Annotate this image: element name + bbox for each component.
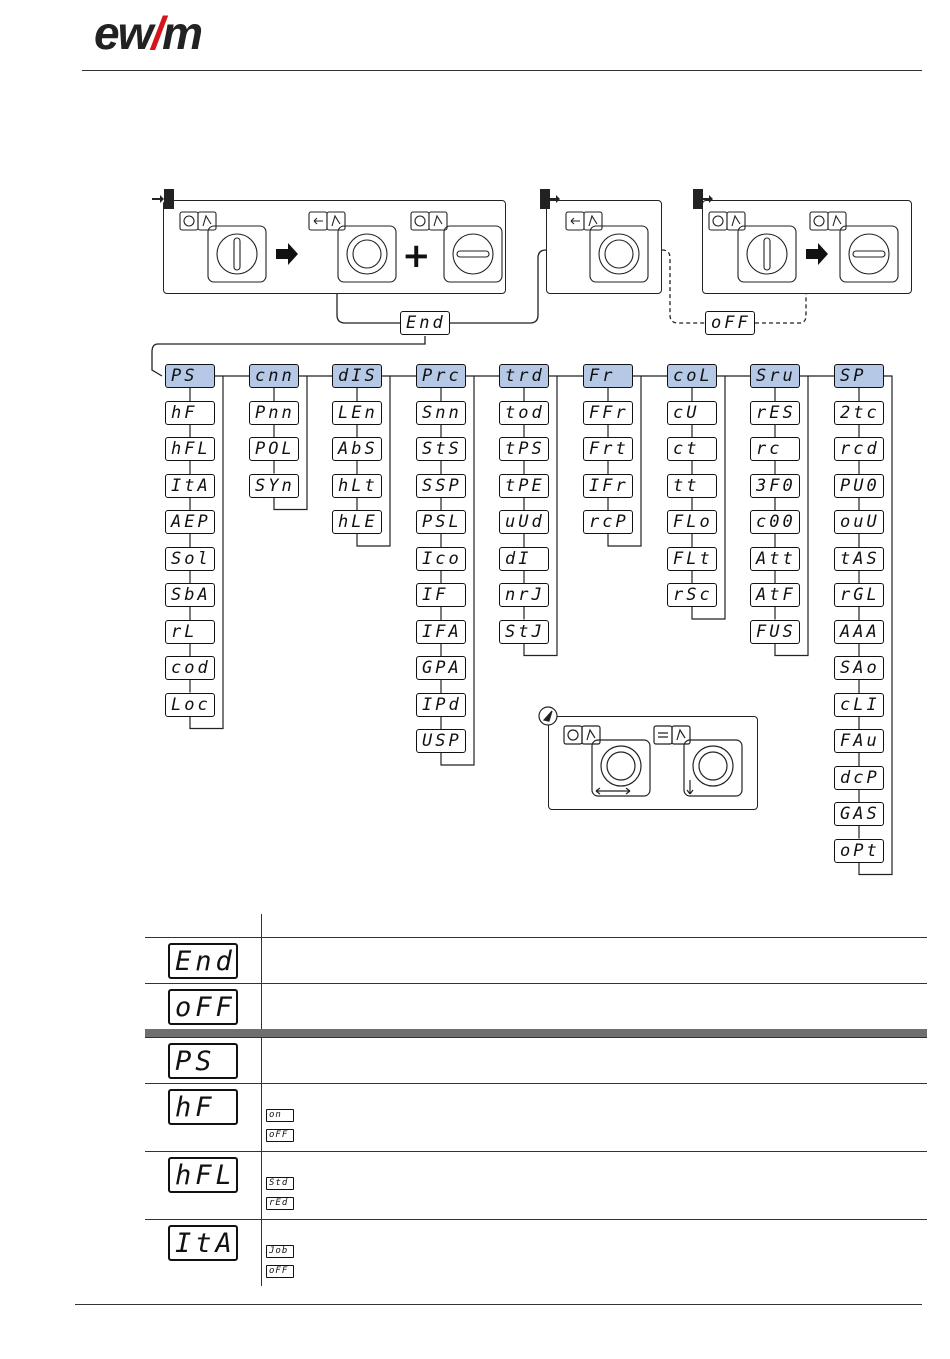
legend-code-off: oFF (168, 989, 238, 1025)
menu-item-att: Att (750, 547, 800, 571)
menu-header-cnn: cnn (249, 364, 299, 388)
menu-item-gpa: GPA (416, 656, 466, 680)
menu-item-hfl: hFL (165, 437, 215, 461)
legend-option-off: oFF (266, 1129, 294, 1142)
menu-header-prc: Prc (416, 364, 466, 388)
legend-row-divider (145, 1037, 927, 1038)
ewm-logo: ew/m (94, 7, 202, 59)
menu-item-syn: SYn (249, 474, 299, 498)
menu-item-sba: SbA (165, 583, 215, 607)
menu-item-cod: cod (165, 656, 215, 680)
menu-header-col: coL (667, 364, 717, 388)
legend-option-red: rEd (266, 1197, 294, 1210)
menu-item-sts: StS (416, 437, 466, 461)
menu-item-hf: hF (165, 401, 215, 425)
menu-item-snn: Snn (416, 401, 466, 425)
lcd-end: End (400, 311, 450, 335)
menu-item-di: dI (499, 547, 549, 571)
menu-item-rl: rL (165, 620, 215, 644)
legend-row-divider (145, 983, 927, 984)
menu-item-ipd: IPd (416, 693, 466, 717)
menu-item-atf: AtF (750, 583, 800, 607)
menu-item-tas: tAS (834, 547, 884, 571)
menu-item-sol: Sol (165, 547, 215, 571)
legend-option-off: oFF (266, 1265, 294, 1278)
menu-item-loc: Loc (165, 693, 215, 717)
legend-code-ita: ItA (168, 1225, 238, 1261)
menu-item-fau: FAu (834, 729, 884, 753)
menu-item-gas: GAS (834, 802, 884, 826)
menu-item-frt: Frt (583, 437, 633, 461)
navigation-graphics (530, 700, 770, 820)
menu-item-abs: AbS (332, 437, 382, 461)
menu-item-if: IF (416, 583, 466, 607)
menu-item-pol: POL (249, 437, 299, 461)
menu-item-rcd: rcd (834, 437, 884, 461)
menu-item-rsc: rSc (667, 583, 717, 607)
menu-item-ct: ct (667, 437, 717, 461)
menu-item-2tc: 2tc (834, 401, 884, 425)
menu-item-ouu: ouU (834, 510, 884, 534)
menu-item-ifa: IFA (416, 620, 466, 644)
menu-item-ita: ItA (165, 474, 215, 498)
menu-item-c00: c00 (750, 510, 800, 534)
menu-item-psl: PSL (416, 510, 466, 534)
menu-item-flo: FLo (667, 510, 717, 534)
legend-divider (261, 914, 262, 1286)
menu-header-sru: Sru (750, 364, 800, 388)
legend-option-std: Std (266, 1177, 294, 1190)
menu-item-stj: StJ (499, 620, 549, 644)
menu-item-rcp: rcP (583, 510, 633, 534)
legend-code-end: End (168, 943, 238, 979)
legend-code-hfl: hFL (168, 1157, 238, 1193)
menu-header-fr: Fr (583, 364, 633, 388)
menu-item-len: LEn (332, 401, 382, 425)
menu-header-trd: trd (499, 364, 549, 388)
menu-item-res: rES (750, 401, 800, 425)
menu-item-dcp: dcP (834, 766, 884, 790)
menu-item-rgl: rGL (834, 583, 884, 607)
menu-item-ifr: IFr (583, 474, 633, 498)
menu-item-flt: FLt (667, 547, 717, 571)
menu-item-hlt: hLt (332, 474, 382, 498)
menu-header-ps: PS (165, 364, 215, 388)
legend-option-job: Job (266, 1245, 294, 1258)
menu-item-rc: rc (750, 437, 800, 461)
lcd-off: oFF (705, 311, 755, 335)
menu-item-3f0: 3F0 (750, 474, 800, 498)
menu-item-hle: hLE (332, 510, 382, 534)
menu-item-pu0: PU0 (834, 474, 884, 498)
menu-item-ico: Ico (416, 547, 466, 571)
legend-row-divider (145, 1083, 927, 1084)
menu-item-pnn: Pnn (249, 401, 299, 425)
menu-item-nrj: nrJ (499, 583, 549, 607)
menu-item-ssp: SSP (416, 474, 466, 498)
menu-header-sp: SP (834, 364, 884, 388)
legend-row-divider (145, 1151, 927, 1152)
menu-item-fus: FUS (750, 620, 800, 644)
menu-item-ffr: FFr (583, 401, 633, 425)
menu-item-tps: tPS (499, 437, 549, 461)
legend-separator-bar (145, 1029, 927, 1037)
vertical-arrow-icon (687, 780, 693, 794)
menu-item-usp: USP (416, 729, 466, 753)
menu-item-opt: oPt (834, 839, 884, 863)
legend-header (145, 914, 146, 915)
legend-code-ps: PS (168, 1043, 238, 1079)
menu-item-aaa: AAA (834, 620, 884, 644)
menu-item-tpe: tPE (499, 474, 549, 498)
menu-header-dis: dIS (332, 364, 382, 388)
legend-row-divider (145, 1219, 927, 1220)
menu-item-aep: AEP (165, 510, 215, 534)
legend-code-hf: hF (168, 1089, 238, 1125)
footer-rule (75, 1304, 922, 1305)
horizontal-arrow-icon (596, 788, 630, 794)
menu-item-tod: tod (499, 401, 549, 425)
menu-item-cli: cLI (834, 693, 884, 717)
menu-item-sao: SAo (834, 656, 884, 680)
legend-row-divider (145, 937, 927, 938)
menu-item-uud: uUd (499, 510, 549, 534)
menu-item-cu: cU (667, 401, 717, 425)
plus-icon: + (402, 236, 431, 276)
legend-option-on: on (266, 1109, 294, 1122)
menu-item-tt: tt (667, 474, 717, 498)
